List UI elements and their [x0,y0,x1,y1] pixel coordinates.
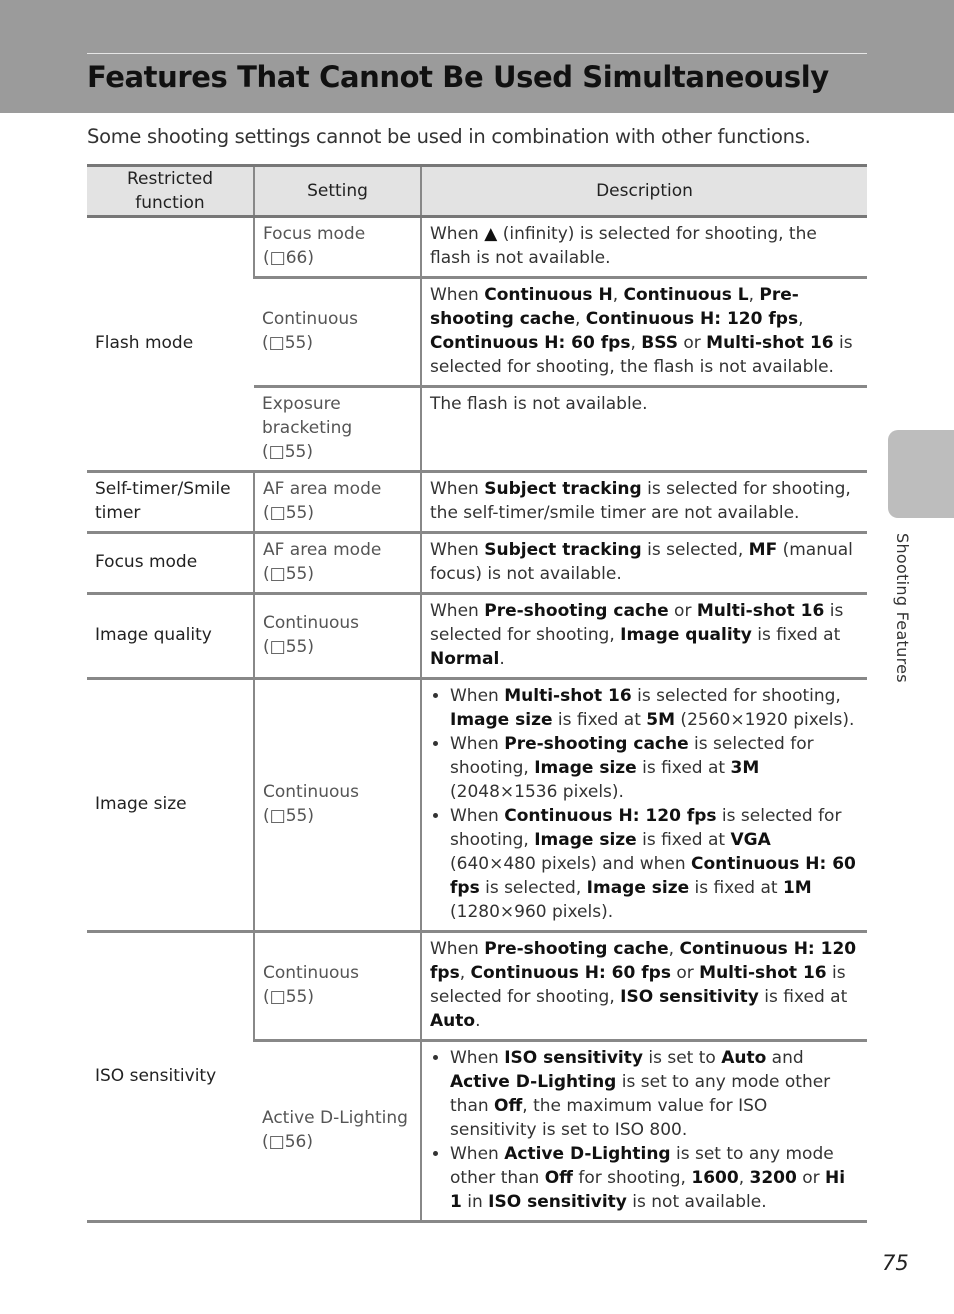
table-row [87,217,867,278]
description-text: is fixed at [751,625,841,645]
description-text: is set to any mode other than [450,1144,834,1188]
page-number: 75 [882,1251,909,1275]
description-text: or [668,601,697,621]
description-bold: Continuous H: 60 fps [450,854,856,898]
description-bold: ISO sensitivity [488,1192,627,1212]
description-text: or [677,333,707,353]
description-cell [421,594,867,679]
description-text: , the maximum value for ISO sensitivity is set to ISO 800. [450,1096,768,1140]
description-bold: 3M [730,758,760,778]
description-cell: The flash is not available. [421,387,867,472]
intro-text: Some shooting settings cannot be used in combination with other functions. [87,125,811,148]
description-text: When [430,601,485,621]
description-text: or [670,963,700,983]
page-reference: (□56) [262,1132,313,1152]
description-text: When [430,540,485,560]
header-description: Description [421,166,867,217]
description-text: . [499,649,505,669]
description-text: , [668,939,680,959]
description-cell [421,1041,867,1222]
description-bold: Continuous H [484,285,613,305]
description-bold: 3200 [749,1168,797,1188]
table-header-row [87,166,867,217]
description-text: When [430,285,485,305]
page-header [0,0,954,113]
description-bullets [430,684,859,924]
description-bold: 5M [646,710,676,730]
description-text: (1280×960 pixels). [450,902,614,922]
description-cell [421,533,867,594]
description-text: When [450,686,505,706]
description-bold: Continuous H: 120 fps [430,939,857,983]
description-text: , [459,963,471,983]
table-row [87,533,867,594]
description-text: (infinity) is selected for shooting, the flash is not available. [430,224,817,268]
description-bold: Pre-shooting cache [484,601,669,621]
description-bold: ISO sensitivity [620,987,759,1007]
description-bullets [430,1046,859,1214]
description-text: When [450,1144,505,1164]
description-bold: Off [494,1096,523,1116]
description-cell [421,217,867,278]
setting-name: Focus mode [263,224,366,244]
description-bold: Continuous H: 120 fps [585,309,799,329]
description-bold: Multi-shot 16 [696,601,825,621]
description-bold: Hi 1 [450,1168,846,1212]
description-bold: Image size [450,710,553,730]
page-reference: (□66) [263,248,314,268]
description-bold: Off [544,1168,573,1188]
page-reference: (□55) [263,806,314,826]
setting-cell [254,1041,421,1222]
description-text: , [748,285,760,305]
description-bold: Auto [721,1048,767,1068]
description-bold: Active D-Lighting [504,1144,671,1164]
setting-name: AF area mode [263,479,382,499]
description-bold: ISO sensitivity [504,1048,643,1068]
description-text: is selected for shooting, the flash is not available. [430,333,853,377]
function-flash-mode: Flash mode [87,217,254,472]
description-text: is selected for shooting, [430,963,846,1007]
description-bold: Continuous H: 60 fps [430,333,631,353]
description-bold: Continuous H: 120 fps [504,806,717,826]
description-text: is selected for shooting, [430,601,844,645]
function-image-size: Image size [87,679,254,932]
setting-cell [254,679,421,932]
description-bold: 1600 [691,1168,739,1188]
table-row [87,472,867,533]
header-setting: Setting [254,166,421,217]
description-text: and [766,1048,804,1068]
description-cell [421,679,867,932]
page-reference: (□55) [262,442,313,462]
list-item [450,1142,859,1214]
page-reference: (□55) [263,637,314,657]
description-bold: Subject tracking [484,540,642,560]
description-text: is fixed at [636,758,731,778]
setting-cell [254,387,421,472]
section-tab [888,430,954,518]
description-text: When [430,479,485,499]
description-text: is set to any mode other than [450,1072,831,1116]
description-bold: Continuous L [623,285,749,305]
list-item [450,732,859,804]
setting-cell [254,594,421,679]
setting-name: Continuous [263,613,360,633]
setting-cell [254,278,421,387]
description-text: (2560×1920 pixels). [675,710,855,730]
description-text: (manual focus) is not available. [430,540,853,584]
description-text: When [430,224,485,244]
description-text: in [461,1192,489,1212]
setting-name: Continuous [262,309,359,329]
description-text: is selected, [479,878,587,898]
manual-focus-icon: MF [748,540,778,560]
description-text: is set to [642,1048,722,1068]
description-bold: Auto [430,1011,476,1031]
description-text: is fixed at [758,987,848,1007]
description-bold: Image size [534,830,637,850]
infinity-focus-icon: ▲ [484,224,498,244]
function-self-timer: Self-timer/Smile timer [87,472,254,533]
header-restricted-function: Restricted function [87,166,254,217]
description-text: for shooting, [572,1168,692,1188]
description-bold: Image size [534,758,637,778]
description-bold: Continuous H: 60 fps [470,963,671,983]
description-text: . [475,1011,481,1031]
description-text: is fixed at [636,830,731,850]
description-bold: BSS [641,333,678,353]
description-bold: 1M [782,878,812,898]
description-text: , [738,1168,750,1188]
page-reference: (□55) [263,987,314,1007]
description-bold: Multi-shot 16 [706,333,834,353]
description-text: is selected for shooting, the self-timer/smile timer are not available. [430,479,851,523]
description-text: is selected, [641,540,749,560]
description-cell [421,472,867,533]
description-bold: Pre-shooting cache [504,734,689,754]
description-text: is selected for shooting, [631,686,841,706]
description-text: (640×480 pixels) and when [450,854,692,874]
page-reference: (□55) [263,564,314,584]
table-row [87,679,867,932]
description-text: When [450,1048,505,1068]
page-reference: (□55) [263,503,314,523]
setting-cell [254,217,421,278]
description-text: is selected for shooting, [450,734,814,778]
setting-name: Exposure bracketing [262,394,353,438]
description-cell [421,278,867,387]
restrictions-table [87,164,867,1223]
setting-name: Active D-Lighting [262,1108,408,1128]
setting-name: AF area mode [263,540,382,560]
side-section-label: Shooting Features [893,533,912,683]
function-iso-sensitivity: ISO sensitivity [87,932,254,1222]
description-text: , [630,333,642,353]
description-bold: VGA [730,830,771,850]
page-title: Features That Cannot Be Used Simultaneously [87,60,829,94]
description-bold: Multi-shot 16 [699,963,827,983]
description-bold: Pre-shooting cache [430,285,799,329]
setting-cell [254,932,421,1041]
description-bold: Pre-shooting cache [484,939,669,959]
description-text: When [430,939,485,959]
table-row [87,932,867,1041]
table-row [87,594,867,679]
description-text: , [574,309,586,329]
description-text: , [612,285,624,305]
list-item [450,1046,859,1142]
description-text: is selected for shooting, [450,806,842,850]
description-text: or [796,1168,826,1188]
setting-cell [254,472,421,533]
description-text: is fixed at [552,710,647,730]
description-text: When [450,734,505,754]
function-image-quality: Image quality [87,594,254,679]
function-focus-mode: Focus mode [87,533,254,594]
description-bold: Normal [430,649,500,669]
description-text: , [798,309,804,329]
description-text: When [450,806,505,826]
description-text: (2048×1536 pixels). [450,782,624,802]
page-reference: (□55) [262,333,313,353]
description-text: is fixed at [689,878,783,898]
list-item [450,804,859,924]
description-bold: Multi-shot 16 [504,686,632,706]
setting-name: Continuous [263,963,360,983]
header-rule [87,53,867,54]
description-bold: Image quality [620,625,752,645]
setting-cell [254,533,421,594]
list-item [450,684,859,732]
description-bold: Subject tracking [484,479,642,499]
description-bold: Image size [586,878,690,898]
description-bold: Active D-Lighting [450,1072,617,1092]
description-text: is not available. [626,1192,767,1212]
description-cell [421,932,867,1041]
setting-name: Continuous [263,782,360,802]
